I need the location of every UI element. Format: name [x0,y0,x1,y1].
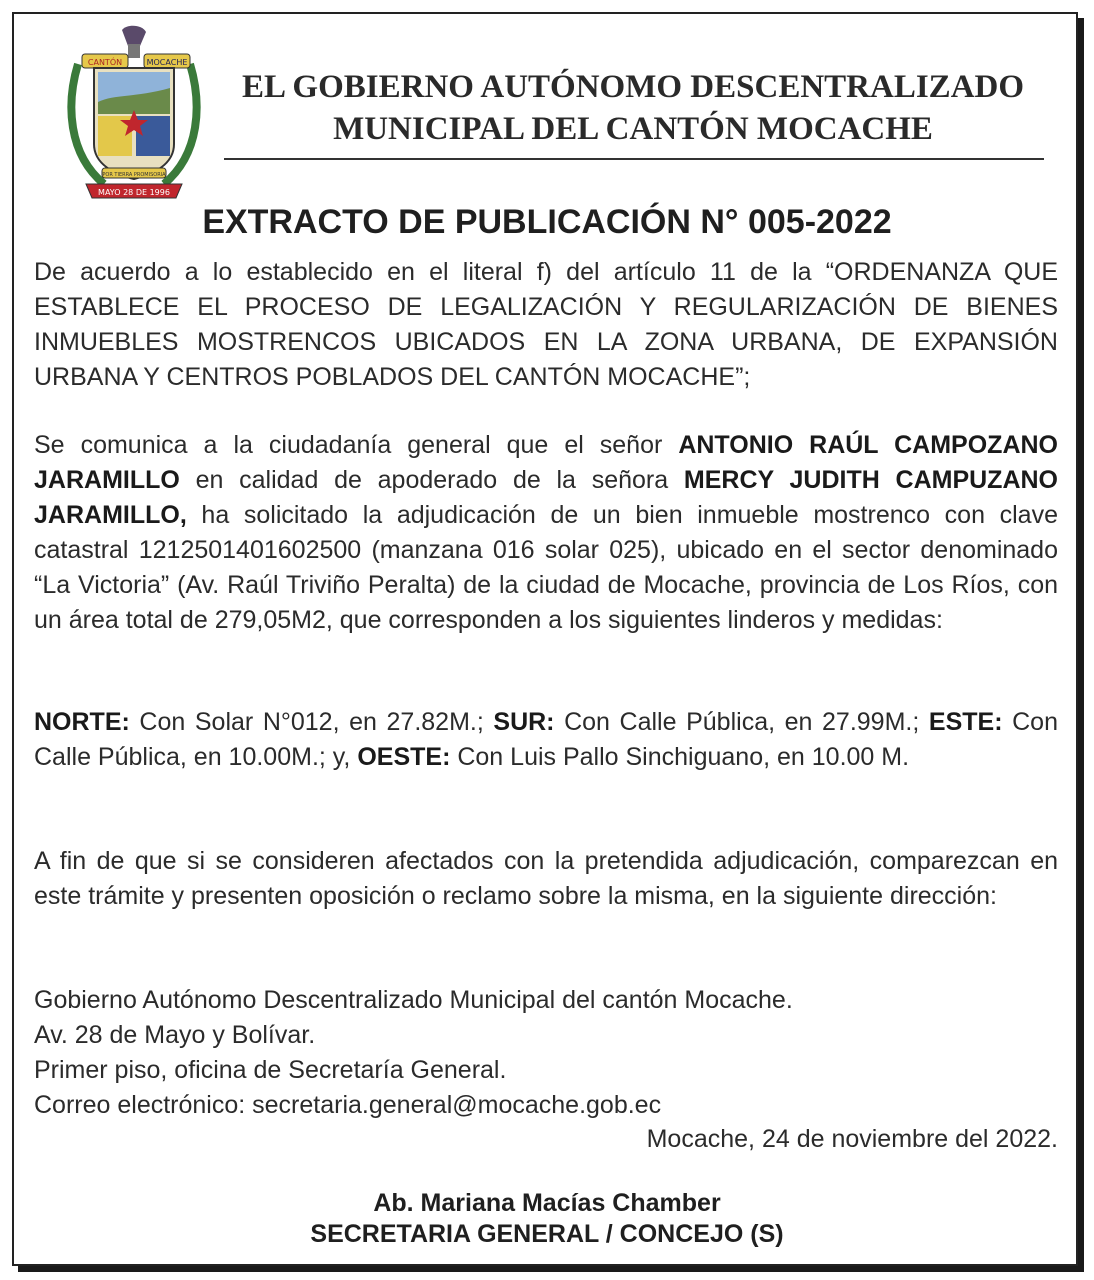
paragraph-boundaries [34,705,1058,775]
document-date: Mocache, 24 de noviembre del 2022. [646,1125,1058,1153]
header-divider [224,158,1044,160]
p2-details: ha solicitado la adjudicación de un bien inmueble mostrenco con clave catastral 1212501401602500 (manzana 016 solar 025), ubicado en el sector denominado “La Victoria” (Av. Raúl Triviño Peralta) de la ciudad de Mocache, provincia de Los Ríos, con un área total de 279,05M2, que corresponden a los siguientes linderos y medidas: [34,501,1058,634]
svg-text:CANTÓN: CANTÓN [87,58,123,67]
signatory-role: SECRETARIA GENERAL / CONCEJO (S) [310,1220,784,1248]
document-title: EXTRACTO DE PUBLICACIÓN N° 005-2022 [202,203,892,241]
address-line-1: Gobierno Autónomo Descentralizado Municipal del cantón Mocache. [34,986,793,1014]
svg-text:POR TIERRA PROMISORIA: POR TIERRA PROMISORIA [102,172,166,178]
este-value: Con Calle Pública, en 10.00M.; y, [34,708,1058,771]
torch-flame-icon [122,26,146,46]
signatory-name: Ab. Mariana Macías Chamber [373,1189,721,1217]
owner-name: MERCY JUDITH CAMPUZANO JARAMILLO, [34,466,1059,529]
address-line-3: Primer piso, oficina de Secretaría General. [34,1056,507,1084]
sur-label: SUR: [493,708,555,736]
institution-header [218,66,1048,150]
header-line-1: EL GOBIERNO AUTÓNOMO DESCENTRALIZADO [241,69,1025,105]
sur-value: Con Calle Pública, en 27.99M.; [554,708,929,736]
paragraph-1-text: De acuerdo a lo establecido en el literal f) del artículo 11 de la “ORDENANZA QUE ESTABLECE EL PROCESO DE LEGALIZACIÓN Y REGULARIZACIÓN DE BIENES INMUEBLES MOSTRENCOS UBICADOS EN LA ZONA URBANA, DE EXPANSIÓN URBANA Y CENTROS POBLADOS DEL CANTÓN MOCACHE”; [34,258,1058,391]
paragraph-opposition [34,844,1058,914]
oeste-label: OESTE: [357,743,451,771]
este-label: ESTE: [928,708,1003,736]
norte-value: Con Solar N°012, en 27.82M.; [129,708,494,736]
p2-intro: Se comunica a la ciudadanía general que el señor [34,431,679,459]
paragraph-4-text: A fin de que si se consideren afectados con la pretendida adjudicación, comparezcan en este trámite y presenten oposición o reclamo sobre la misma, en la siguiente dirección: [34,847,1058,910]
torch-handle-icon [128,44,140,58]
municipal-coat-of-arms [64,24,204,204]
svg-text:MAYO 28 DE 1996: MAYO 28 DE 1996 [98,188,170,197]
p2-middle: en calidad de apoderado de la señora [179,466,684,494]
paragraph-request [34,428,1058,638]
paragraph-legal-basis [34,255,1058,395]
address-block [34,983,1058,1123]
norte-label: NORTE: [34,708,130,736]
oeste-value: Con Luis Pallo Sinchiguano, en 10.00 M. [450,743,910,771]
svg-text:MOCACHE: MOCACHE [146,58,188,67]
header-line-2: MUNICIPAL DEL CANTÓN MOCACHE [333,111,933,147]
attorney-name: ANTONIO RAÚL CAMPOZANO JARAMILLO [34,431,1058,494]
address-line-2: Av. 28 de Mayo y Bolívar. [34,1021,316,1049]
address-line-4: Correo electrónico: secretaria.general@mocache.gob.ec [34,1091,662,1119]
